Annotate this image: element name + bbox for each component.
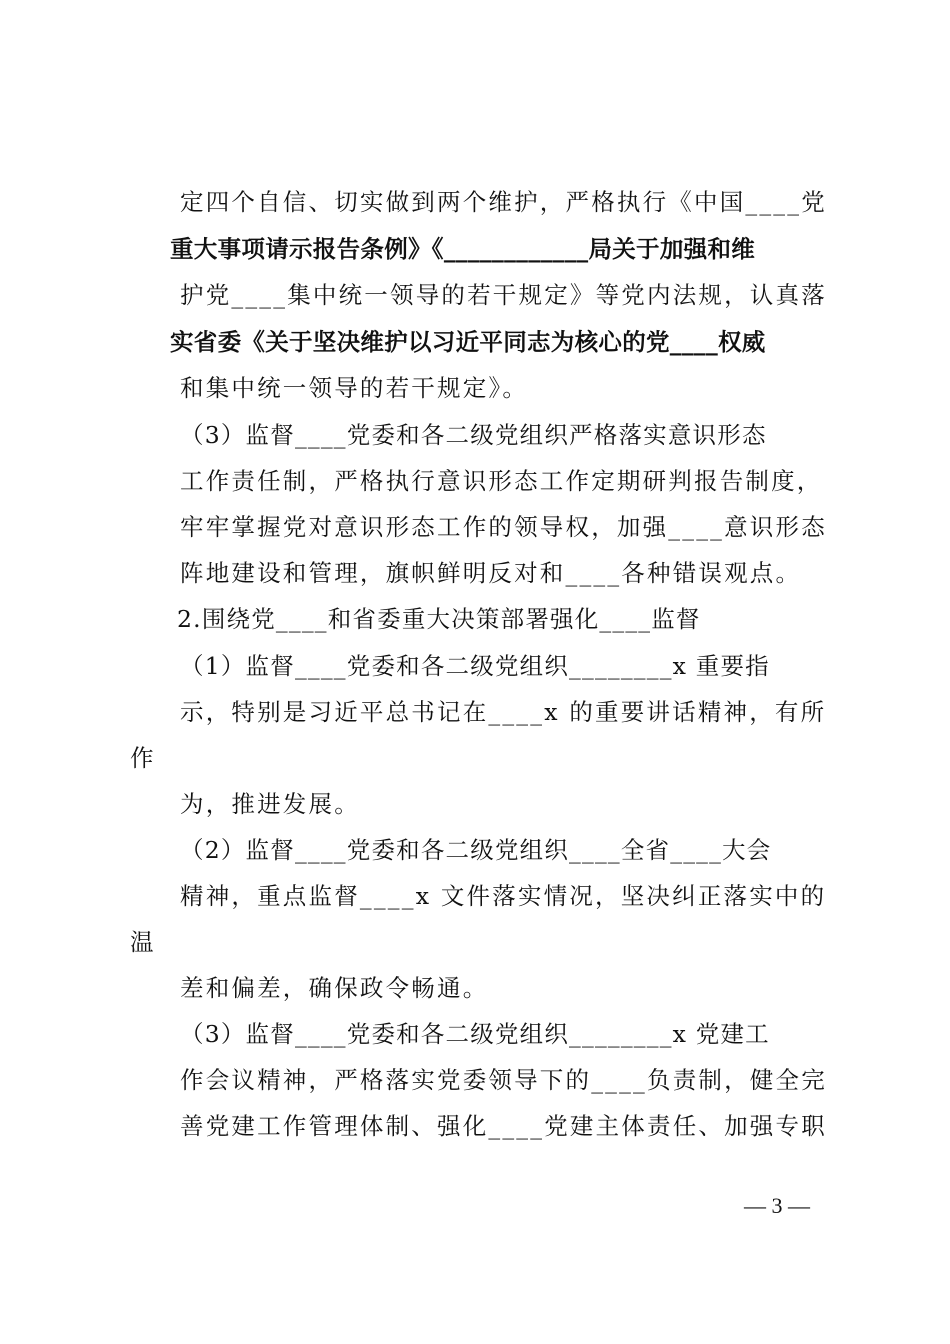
text-line-19: （3）监督____党委和各二级党组织________x 党建工 — [180, 1020, 770, 1048]
text-line-11: （1）监督____党委和各二级党组织________x 重要指 — [180, 652, 770, 680]
text-line-9: 阵地建设和管理，旗帜鲜明反对和____各种错误观点。 — [180, 559, 802, 587]
text-line-3: 护党____集中统一领导的若干规定》等党内法规，认真落 — [180, 281, 827, 309]
text-line-2: 重大事项请示报告条例》《____________局关于加强和维 — [170, 235, 756, 263]
text-line-1: 定四个自信、切实做到两个维护，严格执行《中国____党 — [180, 188, 827, 216]
text-line-15: （2）监督____党委和各二级党组织____全省____大会 — [180, 836, 772, 864]
page-number: — 3 — — [744, 1193, 810, 1218]
text-line-21: 善党建工作管理体制、强化____党建主体责任、加强专职 — [180, 1112, 827, 1140]
text-line-12: 示，特别是习近平总书记在____x 的重要讲话精神，有所 — [180, 698, 827, 726]
text-line-7: 工作责任制，严格执行意识形态工作定期研判报告制度， — [180, 467, 823, 495]
text-line-20: 作会议精神，严格落实党委领导下的____负责制，健全完 — [180, 1066, 827, 1094]
text-line-10: 2.围绕党____和省委重大决策部署强化____监督 — [177, 605, 701, 633]
text-line-18: 差和偏差，确保政令畅通。 — [180, 974, 489, 1002]
text-line-8: 牢牢掌握党对意识形态工作的领导权，加强____意识形态 — [180, 513, 827, 541]
text-line-17: 温 — [130, 928, 156, 956]
text-line-16: 精神，重点监督____x 文件落实情况，坚决纠正落实中的 — [180, 882, 827, 910]
text-line-13: 作 — [130, 744, 156, 772]
text-line-5: 和集中统一领导的若干规定》。 — [180, 374, 529, 402]
text-line-6: （3）监督____党委和各二级党组织严格落实意识形态 — [180, 421, 767, 449]
text-line-14: 为，推进发展。 — [180, 790, 360, 818]
text-line-4: 实省委《关于坚决维护以习近平同志为核心的党____权威 — [170, 328, 766, 356]
